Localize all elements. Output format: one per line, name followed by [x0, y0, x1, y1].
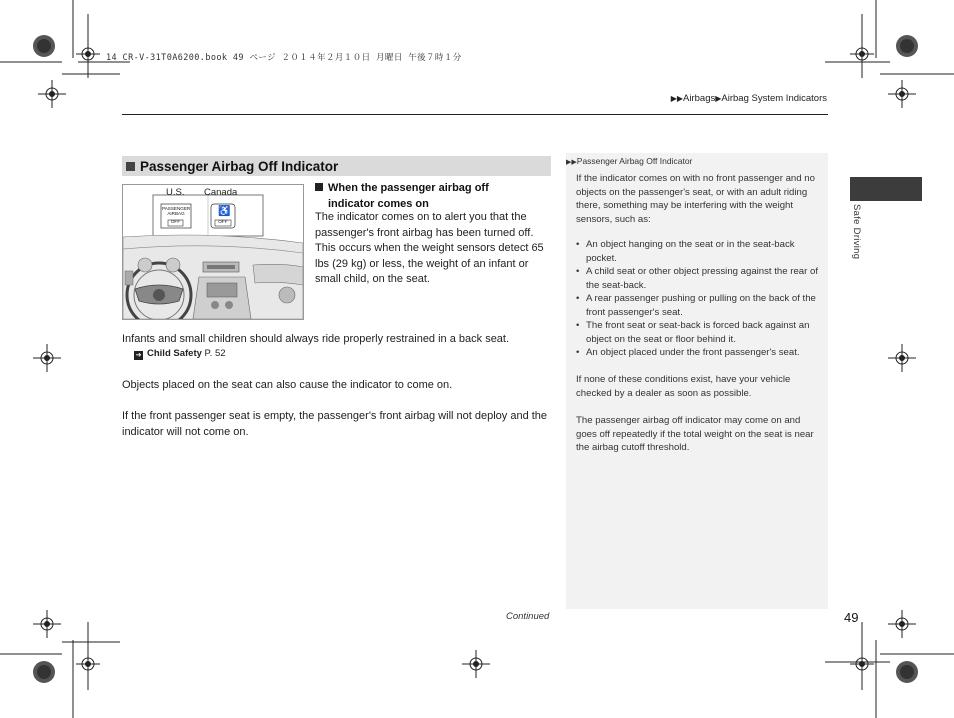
section-square-icon: [126, 162, 135, 171]
list-item: • An object placed under the front passenger's seat.: [576, 346, 821, 360]
us-indicator-text: [162, 206, 190, 216]
list-item: • A rear passenger pushing or pulling on the back of the front passenger's seat.: [576, 292, 821, 319]
subsection-body: The indicator comes on to alert you that the passenger's front airbag has been turned off. This occurs when the weight sensors detect 65 lbs (29 kg) or less, the weight of an infant or small child, on the seat.: [315, 211, 544, 286]
dashboard-illustration: [122, 184, 304, 320]
paragraph-empty-seat: If the front passenger seat is empty, the passenger's front airbag will not deploy and the indicator will not come on.: [122, 410, 548, 438]
sidebar-header-title: Passenger Airbag Off Indicator: [576, 156, 693, 166]
subsection-square-icon: [315, 183, 323, 191]
sidebar-intro: If the indicator comes on with no front passenger and no objects on the passenger's seat, or with an adult riding there, something may be interfering with the weight sensors, such as:: [576, 173, 815, 225]
reference-arrow-icon: ➔: [135, 352, 142, 359]
chapter-label: Safe Driving: [851, 204, 862, 260]
subsection-heading: [315, 180, 551, 212]
cross-reference[interactable]: [134, 348, 226, 360]
dashboard-drawing: [123, 185, 303, 319]
breadcrumb-arrow: ▶: [715, 94, 722, 103]
sidebar-bullet-list: [576, 238, 821, 360]
subsection-heading-line1: When the passenger airbag off: [328, 182, 489, 194]
list-item: • The front seat or seat-back is forced back against an object on the seat or floor behind it.: [576, 319, 821, 346]
us-indicator-line1: PASSENGER: [162, 206, 191, 211]
section-heading: [122, 156, 551, 176]
paragraph-objects: Objects placed on the seat can also cause the indicator to come on.: [122, 379, 453, 391]
paragraph-infants: Infants and small children should always ride properly restrained in a back seat.: [122, 333, 510, 345]
xref-title: Child Safety: [147, 348, 202, 359]
sidebar-paragraph-dealer: If none of these conditions exist, have your vehicle checked by a dealer as soon as possible.: [576, 374, 791, 399]
breadcrumb-item-airbags[interactable]: Airbags: [683, 93, 716, 104]
us-indicator-line2: AIRBAG: [167, 211, 185, 216]
sidebar-paragraph-threshold: The passenger airbag off indicator may come on and goes off repeatedly if the total weight on the seat is near the airbag cutoff threshold.: [576, 415, 814, 453]
breadcrumb-arrows: ▶▶: [670, 94, 684, 103]
breadcrumb: [671, 93, 827, 104]
label-canada: Canada: [204, 187, 238, 198]
section-title: Passenger Airbag Off Indicator: [140, 158, 339, 174]
print-header: 14 CR-V-31T0A6200.book 49 ページ ２０１４年２月１０日 月曜日 午後７時１分: [106, 53, 462, 63]
continued-label: Continued: [506, 611, 550, 622]
sidebar-header: [566, 156, 692, 166]
xref-page: P. 52: [204, 348, 226, 359]
sidebar-note: [566, 153, 828, 609]
breadcrumb-item-airbag-system-indicators[interactable]: Airbag System Indicators: [721, 93, 827, 104]
page-number: 49: [844, 610, 859, 625]
list-item: • A child seat or other object pressing against the rear of the seat-back.: [576, 265, 821, 292]
list-item: • An object hanging on the seat or in the seat-back pocket.: [576, 238, 821, 265]
label-us: U.S.: [166, 187, 185, 198]
chapter-tab[interactable]: [850, 177, 922, 201]
subsection-heading-line2: indicator comes on: [328, 198, 429, 210]
passenger-seat-icon: ♿: [218, 206, 231, 217]
us-off-label: OFF: [170, 220, 181, 225]
header-rule: [122, 114, 828, 115]
sidebar-header-arrows: ▶▶: [566, 159, 577, 166]
canada-off-label: OFF: [218, 220, 228, 225]
